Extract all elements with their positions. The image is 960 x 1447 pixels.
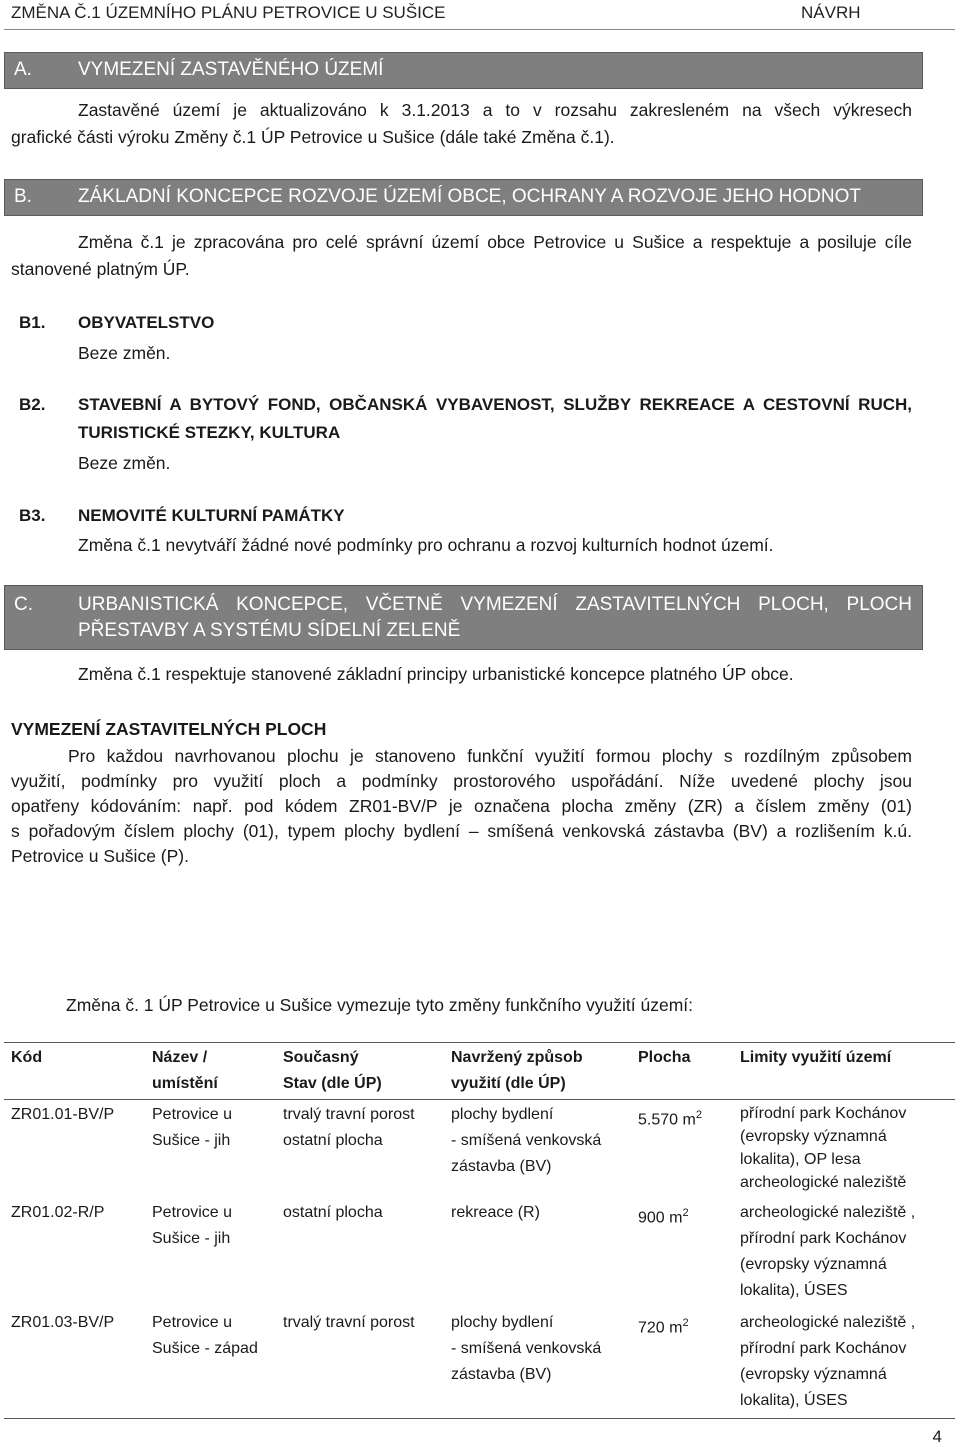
document-title: ZMĚNA Č.1 ÚZEMNÍHO PLÁNU PETROVICE U SUŠICE — [11, 3, 446, 22]
section-c-heading — [4, 585, 923, 650]
section-c-text: Změna č.1 respektuje stanovené základní principy urbanistické koncepce platného ÚP obce. — [78, 664, 794, 684]
cell-plocha: 900 $m^2$ — [638, 1207, 689, 1227]
document-status: NÁVRH — [801, 3, 861, 22]
cell-nazev: Petrovice u Sušice - jih — [152, 1106, 233, 1149]
header-divider — [4, 29, 955, 30]
subsection-b1-text: Beze změn. — [78, 343, 171, 363]
section-a-heading — [4, 52, 923, 89]
cell-soucasny-stav: ostatní plocha — [283, 1204, 383, 1221]
cell-nazev: Petrovice u Sušice - západ — [145, 1308, 276, 1419]
section-a-title: VYMEZENÍ ZASTAVĚNÉHO ÚZEMÍ — [78, 59, 384, 80]
table-row — [4, 1100, 955, 1199]
table-header-row — [4, 1043, 955, 1100]
section-b-heading — [4, 179, 923, 216]
cell-soucasny-stav: trvalý travní porost ostatní plocha — [283, 1106, 415, 1149]
cell-plocha: 5.570 $m^2$ — [638, 1109, 702, 1129]
subsection-b2-text: Beze změn. — [78, 453, 171, 473]
section-a-text-line-1: Zastavěné území je aktualizováno k 3.1.2013 a to v rozsahu zakresleném na všech výkresech — [78, 100, 912, 120]
header-nazev: Název / umístění — [145, 1043, 276, 1100]
zastavitelne-plochy-text-line-2: využití, podmínky pro využití ploch a podmínky prostorového uspořádání. Níže uvedené plochy jsou — [11, 771, 912, 791]
cell-kod: ZR01.03-BV/P — [4, 1308, 145, 1419]
section-c-label: C. — [14, 594, 33, 615]
subsection-b2-label: B2. — [19, 395, 46, 414]
section-b-label: B. — [14, 186, 32, 207]
zastavitelne-plochy-text-line-4: s pořadovým číslem plochy (01), typem plochy bydlení – smíšená venkovská zástavba (BV) a rozlišením k.ú. — [11, 821, 912, 841]
page-number: 4 — [932, 1427, 942, 1446]
zastavitelne-plochy-text-line-1: Pro každou navrhovanou plochu je stanoveno funkční využití formou plochy s rozdílným způsobem — [68, 746, 912, 766]
cell-plocha: 720 $m^2$ — [631, 1308, 733, 1419]
section-c-title-line-1: URBANISTICKÁ KONCEPCE, VČETNĚ VYMEZENÍ ZASTAVITELNÝCH PLOCH, PLOCH — [78, 594, 912, 615]
cell-nazev: Petrovice u Sušice - jih — [152, 1204, 233, 1247]
cell-kod: ZR01.01-BV/P — [11, 1106, 115, 1123]
table-row — [4, 1198, 955, 1308]
subsection-b3-label: B3. — [19, 506, 46, 525]
header-limity: Limity využití území — [733, 1043, 955, 1100]
zastavitelne-plochy-text-line-5: Petrovice u Sušice (P). — [11, 846, 189, 866]
header-plocha: Plocha — [631, 1043, 733, 1100]
table-row — [4, 1308, 955, 1419]
subsection-b1-label: B1. — [19, 313, 46, 332]
cell-limity: archeologické naleziště , přírodní park Kochánov (evropsky významná lokalita), ÚSES — [733, 1308, 955, 1419]
subsection-b3-text: Změna č.1 nevytváří žádné nové podmínky pro ochranu a rozvoj kulturních hodnot území. — [78, 535, 774, 555]
cell-limity: archeologické naleziště , přírodní park Kochánov (evropsky významná lokalita), ÚSES — [740, 1204, 916, 1299]
table-intro: Změna č. 1 ÚP Petrovice u Sušice vymezuje tyto změny funkčního využití území: — [66, 995, 694, 1015]
cell-navrzeny-zpusob: plochy bydlení - smíšená venkovská zástavba (BV) — [444, 1308, 631, 1419]
zmeny-table — [4, 1042, 955, 1419]
cell-limity: přírodní park Kochánov (evropsky významná lokalita), OP lesa archeologické naleziště — [740, 1105, 907, 1191]
subsection-b3-title: NEMOVITÉ KULTURNÍ PAMÁTKY — [78, 506, 345, 525]
cell-kod: ZR01.02-R/P — [11, 1204, 105, 1221]
subsection-b2-title-line-1: STAVEBNÍ A BYTOVÝ FOND, OBČANSKÁ VYBAVENOST, SLUŽBY REKREACE A CESTOVNÍ RUCH, — [78, 395, 912, 414]
cell-navrzeny-zpusob: rekreace (R) — [451, 1204, 540, 1221]
section-b-text-line-2: stanovené platným ÚP. — [11, 259, 190, 279]
cell-soucasny-stav: trvalý travní porost — [276, 1308, 444, 1419]
section-a-text-line-2: grafické části výroku Změny č.1 ÚP Petrovice u Sušice (dále také Změna č.1). — [11, 127, 615, 147]
zastavitelne-plochy-text-line-3: opatřeny kódováním: např. pod kódem ZR01-BV/P je označena plocha změny (ZR) a číslem změny (01) — [11, 796, 912, 816]
section-b-text-line-1: Změna č.1 je zpracována pro celé správní území obce Petrovice u Sušice a respektuje a posiluje cíle — [78, 232, 912, 252]
section-b-title: ZÁKLADNÍ KONCEPCE ROZVOJE ÚZEMÍ OBCE, OCHRANY A ROZVOJE JEHO HODNOT — [78, 186, 861, 207]
header-kod: Kód — [4, 1043, 145, 1100]
cell-navrzeny-zpusob: plochy bydlení - smíšená venkovská zástavba (BV) — [451, 1106, 602, 1175]
zastavitelne-plochy-heading: VYMEZENÍ ZASTAVITELNÝCH PLOCH — [11, 719, 327, 739]
subsection-b2-title-line-2: TURISTICKÉ STEZKY, KULTURA — [78, 423, 341, 442]
section-a-label: A. — [14, 59, 32, 80]
section-c-title-line-2: PŘESTAVBY A SYSTÉMU SÍDELNÍ ZELENĚ — [78, 620, 461, 641]
subsection-b1-title: OBYVATELSTVO — [78, 313, 215, 332]
header-soucasny-stav: Současný Stav (dle ÚP) — [276, 1043, 444, 1100]
header-navrzeny-zpusob: Navržený způsob využití (dle ÚP) — [444, 1043, 631, 1100]
